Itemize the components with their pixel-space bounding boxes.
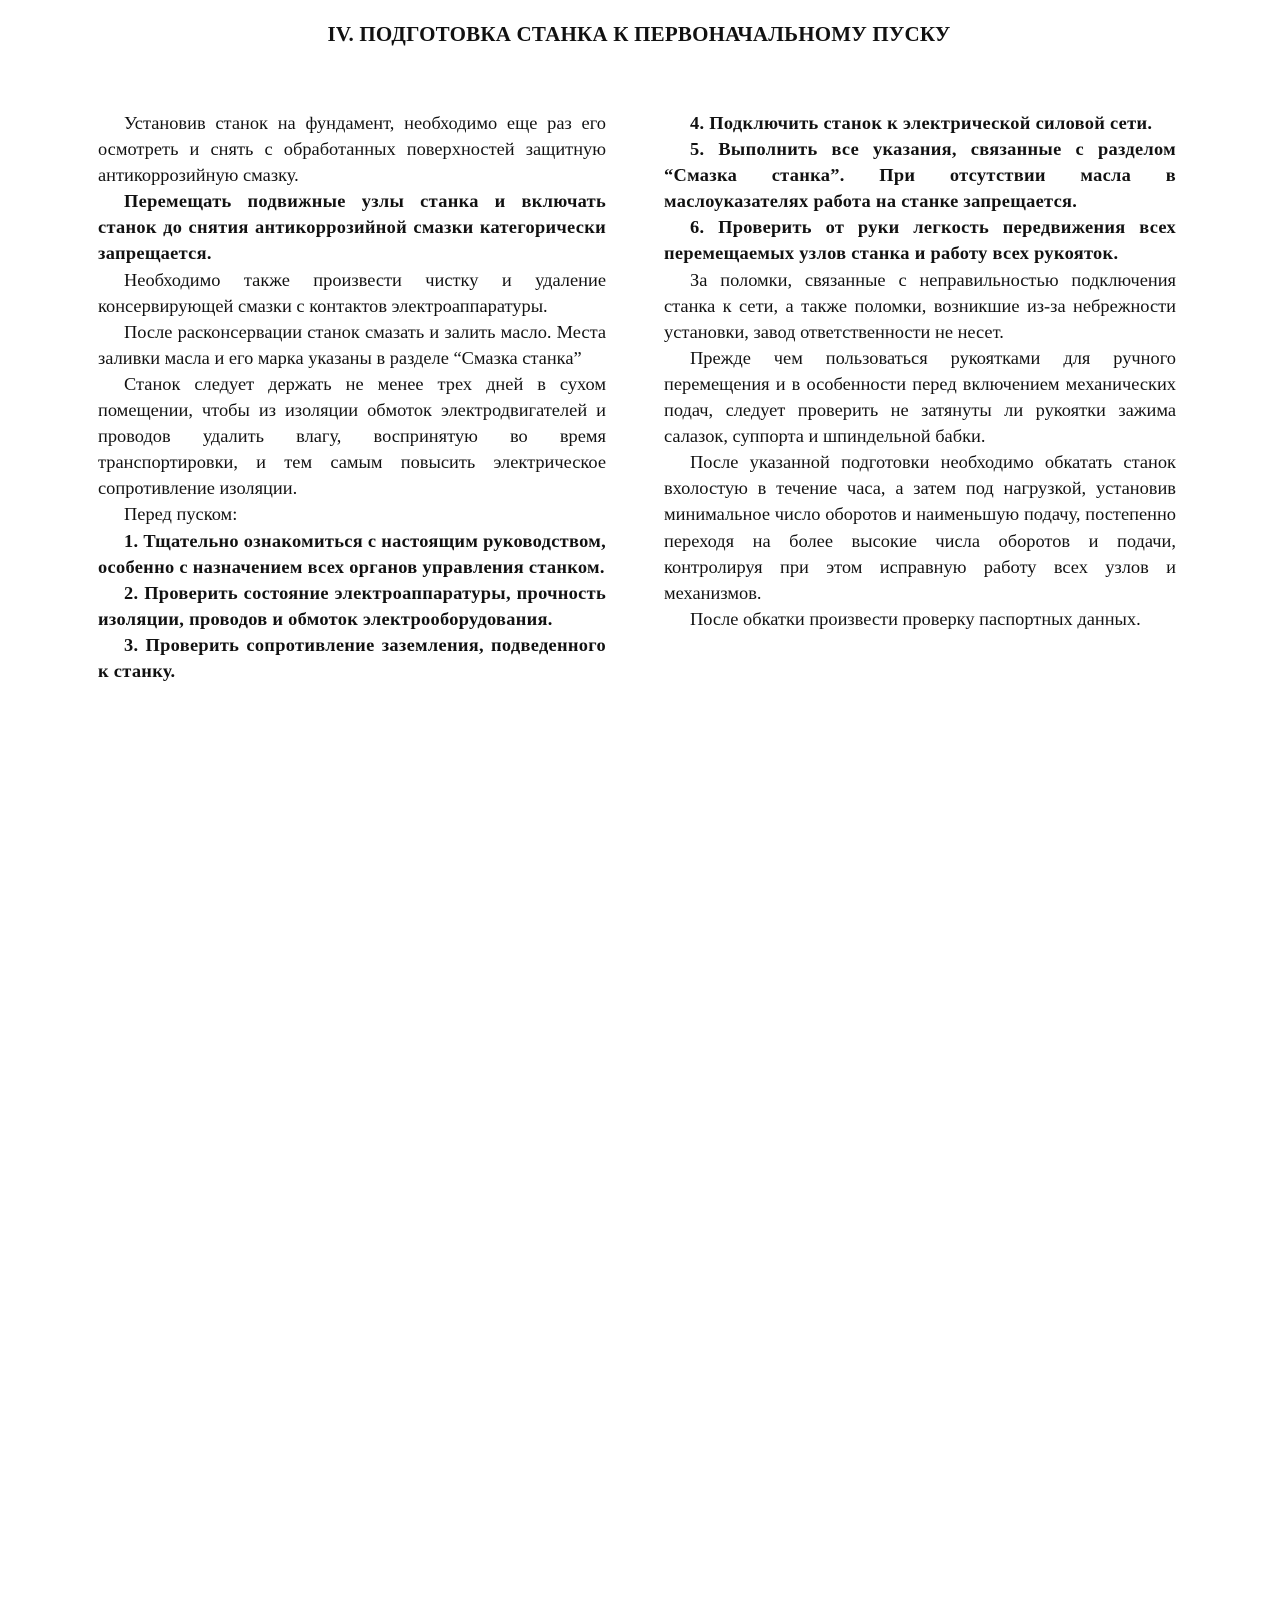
list-item: 2. Проверить состояние электроаппаратуры, прочность изоляции, проводов и обмоток электрооборудования.	[98, 582, 606, 629]
paragraph: После расконсервации станок смазать и залить масло. Места заливки масла и его марка указаны в разделе “Смазка станка”	[98, 321, 606, 368]
paragraph: Установив станок на фундамент, необходимо еще раз его осмотреть и снять с обработанных поверхностей защитную антикоррозийную смазку.	[98, 113, 606, 186]
paragraph: После указанной подготовки необходимо обкатать станок вхолостую в течение часа, а затем под нагрузкой, установив минимальное число оборотов и наименьшую подачу, постепенно переходя на более высокие числа оборотов и подачи, контролируя при этом исправную работу всех узлов и механизмов.	[664, 452, 1176, 603]
paragraph: Перемещать подвижные узлы станка и включать станок до снятия антикоррозийной смазки категорически запрещается.	[98, 191, 606, 264]
page-title: IV. ПОДГОТОВКА СТАНКА К ПЕРВОНАЧАЛЬНОМУ ПУСКУ	[327, 22, 951, 46]
paragraph: Станок следует держать не менее трех дней в сухом помещении, чтобы из изоляции обмоток электродвигателей и проводов удалить влагу, воспринятую во время транспортировки, и тем самым повысить электрическое сопротивление изоляции.	[98, 373, 606, 499]
list-item: 3. Проверить сопротивление заземления, подведенного к станку.	[98, 634, 606, 681]
left-column	[98, 110, 606, 684]
list-item: 1. Тщательно ознакомиться с настоящим руководством, особенно с назначением всех органов управления станком.	[98, 530, 606, 577]
paragraph: После обкатки произвести проверку паспортных данных.	[690, 608, 1141, 629]
right-column	[664, 110, 1176, 632]
paragraph: Прежде чем пользоваться рукоятками для ручного перемещения и в особенности перед включением механических подач, следует проверить не затянуты ли рукоятки зажима салазок, суппорта и шпиндельной бабки.	[664, 347, 1176, 447]
paragraph: За поломки, связанные с неправильностью подключения станка к сети, а также поломки, возникшие из-за небрежности установки, завод ответственности не несет.	[664, 269, 1176, 342]
paragraph: Необходимо также произвести чистку и удаление консервирующей смазки с контактов электроаппаратуры.	[98, 269, 606, 316]
list-item: 5. Выполнить все указания, связанные с разделом “Смазка станка”. При отсутствии масла в маслоуказателях работа на станке запрещается.	[664, 139, 1176, 212]
list-item: 6. Проверить от руки легкость передвижения всех перемещаемых узлов станка и работу всех рукояток.	[664, 217, 1176, 264]
paragraph: Перед пуском:	[124, 504, 238, 525]
list-item: 4. Подключить станок к электрической силовой сети.	[690, 113, 1153, 133]
